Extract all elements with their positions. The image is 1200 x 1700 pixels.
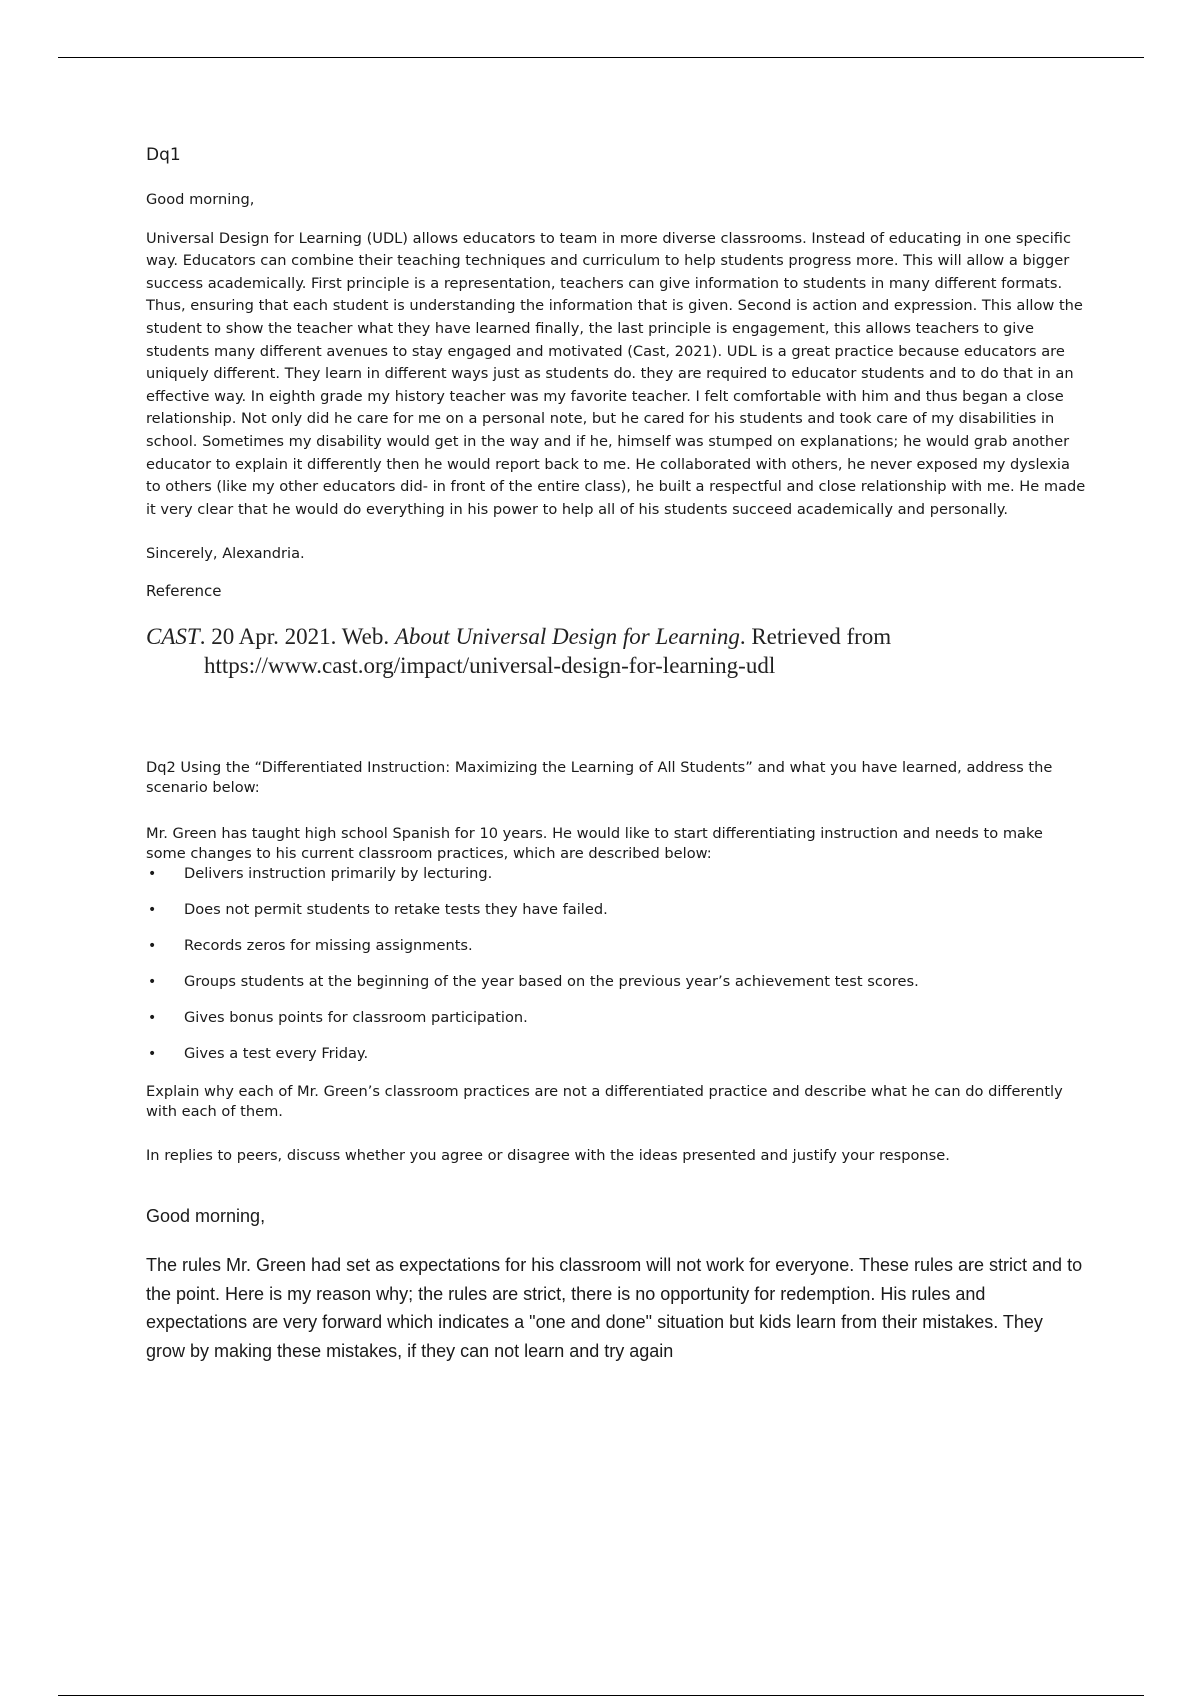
citation-source: CAST xyxy=(146,623,200,649)
practice-text: Gives bonus points for classroom participation. xyxy=(184,1008,528,1026)
citation-retrieved: . Retrieved from https://www.cast.org/impact/universal-design-for-learning-udl xyxy=(204,623,892,678)
document-body xyxy=(146,145,1086,1365)
list-item xyxy=(146,864,1086,884)
practice-text: Groups students at the beginning of the year based on the previous year’s achievement test scores. xyxy=(184,972,919,990)
bullet-icon: • xyxy=(148,1009,157,1026)
bullet-icon: • xyxy=(148,865,157,882)
practice-text: Gives a test every Friday. xyxy=(184,1044,369,1062)
reference-heading: Reference xyxy=(146,581,222,600)
list-item xyxy=(146,936,1086,956)
practice-text: Delivers instruction primarily by lecturing. xyxy=(184,864,493,882)
dq2-scenario: Mr. Green has taught high school Spanish for 10 years. He would like to start differentiating instruction and needs to make some changes to his current classroom practices, which are described below: xyxy=(146,824,1043,862)
dq1-body: Universal Design for Learning (UDL) allows educators to team in more diverse classrooms. Instead of educating in one specific way. Educators can combine their teaching techniques and curriculum to help students progress more. This will allow a bigger success academically. First principle is a representation, teachers can give information to students in many different formats. Thus, ensuring that each student is understanding the information that is given. Second is action and expression. This allow the student to show the teacher what they have learned finally, the last principle is engagement, this allows teachers to give students many different avenues to stay engaged and motivated (Cast, 2021). UDL is a great practice because educators are uniquely different. They learn in different ways just as students do. they are required to educator students and to do that in an effective way. In eighth grade my history teacher was my favorite teacher. I felt comfortable with him and thus began a close relationship. Not only did he care for me on a personal note, but he cared for his students and took care of my disabilities in school. Sometimes my disability would get in the way and if he, himself was stumped on explanations; he would grab another educator to explain it differently then he would report back to me. He collaborated with others, he never exposed my dyslexia to others (like my other educators did- in front of the entire class), he built a respectful and close relationship with me. He made it very clear that he would do everything in his power to help all of his students succeed academically and personally. xyxy=(146,229,1086,518)
bullet-icon: • xyxy=(148,1045,157,1062)
reference-citation xyxy=(146,622,1086,680)
practice-text: Does not permit students to retake tests they have failed. xyxy=(184,900,608,918)
bullet-icon: • xyxy=(148,973,157,990)
list-item xyxy=(146,900,1086,920)
citation-title: About Universal Design for Learning xyxy=(394,623,740,649)
citation-date: . 20 Apr. 2021. Web. xyxy=(199,623,390,649)
practice-text: Records zeros for missing assignments. xyxy=(184,936,473,954)
bottom-rule xyxy=(58,1695,1144,1696)
dq2-greeting: Good morning, xyxy=(146,1205,266,1226)
bullet-icon: • xyxy=(148,937,157,954)
dq1-signoff: Sincerely, Alexandria. xyxy=(146,545,305,563)
dq2-replies: In replies to peers, discuss whether you agree or disagree with the ideas presented and justify your response. xyxy=(146,1146,950,1164)
dq1-title: Dq1 xyxy=(146,145,181,165)
bullet-icon: • xyxy=(148,901,157,918)
list-item xyxy=(146,1044,1086,1064)
dq2-answer: The rules Mr. Green had set as expectations for his classroom will not work for everyone. These rules are strict and to the point. Here is my reason why; the rules are strict, there is no opportunity for redemption. His rules and expectations are very forward which indicates a "one and done" situation but kids learn from their mistakes. They grow by making these mistakes, if they can not learn and try again xyxy=(146,1254,1083,1361)
top-rule xyxy=(58,57,1144,58)
dq2-prompt: Dq2 Using the “Differentiated Instruction: Maximizing the Learning of All Students” and what you have learned, address the scenario below: xyxy=(146,758,1053,796)
dq1-greeting: Good morning, xyxy=(146,191,255,208)
list-item xyxy=(146,1008,1086,1028)
list-item xyxy=(146,972,1086,992)
practice-list xyxy=(146,864,1086,1064)
dq2-explain: Explain why each of Mr. Green’s classroom practices are not a differentiated practice and describe what he can do differently with each of them. xyxy=(146,1082,1063,1120)
